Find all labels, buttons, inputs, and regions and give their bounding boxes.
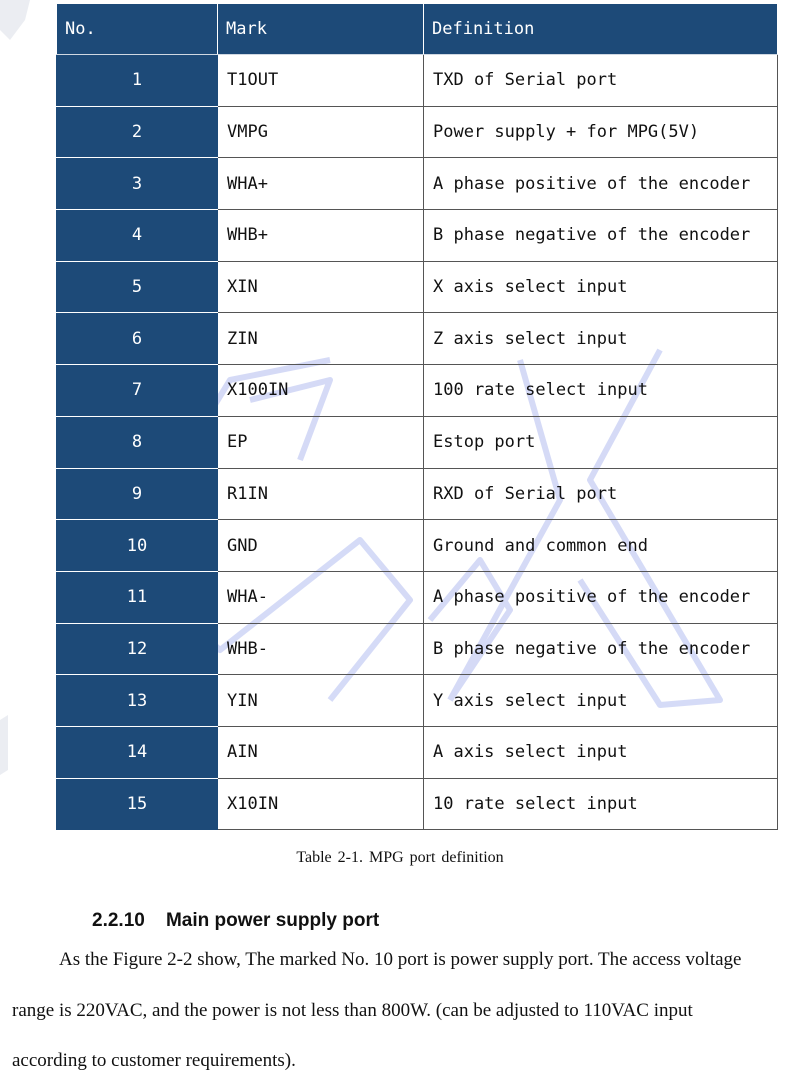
row-mark: EP [218,416,424,468]
table-row [57,55,778,107]
table-row [57,571,778,623]
row-number: 2 [57,106,218,158]
row-number: 1 [57,55,218,107]
row-definition: X axis select input [424,261,778,313]
table-row [57,365,778,417]
row-number: 13 [57,675,218,727]
table-row [57,520,778,572]
row-definition: A axis select input [424,726,778,778]
row-definition: Z axis select input [424,313,778,365]
table-row [57,675,778,727]
row-mark: WHA+ [218,158,424,210]
row-mark: GND [218,520,424,572]
paragraph-line: As the Figure 2-2 show, The marked No. 10 port is power supply port. The access voltage [59,949,742,970]
row-mark: WHA- [218,571,424,623]
row-mark: WHB+ [218,210,424,262]
table-row [57,468,778,520]
row-definition: 10 rate select input [424,778,778,830]
row-definition: 100 rate select input [424,365,778,417]
row-definition: RXD of Serial port [424,468,778,520]
row-definition: Y axis select input [424,675,778,727]
row-mark: YIN [218,675,424,727]
row-number: 15 [57,778,218,830]
row-number: 4 [57,210,218,262]
row-mark: T1OUT [218,55,424,107]
column-header-no: No. [57,4,218,55]
table-row [57,416,778,468]
row-number: 3 [57,158,218,210]
row-definition: Power supply + for MPG(5V) [424,106,778,158]
table-header-row [57,4,778,55]
row-definition: A phase positive of the encoder [424,158,778,210]
row-number: 14 [57,726,218,778]
table-row [57,261,778,313]
row-number: 6 [57,313,218,365]
table-row [57,313,778,365]
row-number: 8 [57,416,218,468]
row-mark: VMPG [218,106,424,158]
row-number: 5 [57,261,218,313]
table-row [57,210,778,262]
row-number: 9 [57,468,218,520]
row-mark: AIN [218,726,424,778]
row-number: 10 [57,520,218,572]
row-definition: Ground and common end [424,520,778,572]
table-row [57,106,778,158]
row-mark: ZIN [218,313,424,365]
mpg-port-table [56,3,778,830]
row-number: 12 [57,623,218,675]
row-definition: TXD of Serial port [424,55,778,107]
paragraph-line: range is 220VAC, and the power is not less than 800W. (can be adjusted to 110VAC input [12,1000,693,1021]
column-header-definition: Definition [424,4,778,55]
row-mark: X100IN [218,365,424,417]
table-caption: Table 2-1. MPG port definition [296,849,504,866]
section-heading: 2.2.10 Main power supply port [92,910,380,931]
row-number: 11 [57,571,218,623]
row-mark: X10IN [218,778,424,830]
paragraph-line: according to customer requirements). [12,1050,296,1071]
row-mark: XIN [218,261,424,313]
row-mark: WHB- [218,623,424,675]
column-header-mark: Mark [218,4,424,55]
row-definition: Estop port [424,416,778,468]
table-row [57,158,778,210]
table-row [57,726,778,778]
row-definition: B phase negative of the encoder [424,210,778,262]
row-definition: A phase positive of the encoder [424,571,778,623]
table-row [57,778,778,830]
table-row [57,623,778,675]
row-number: 7 [57,365,218,417]
row-mark: R1IN [218,468,424,520]
row-definition: B phase negative of the encoder [424,623,778,675]
